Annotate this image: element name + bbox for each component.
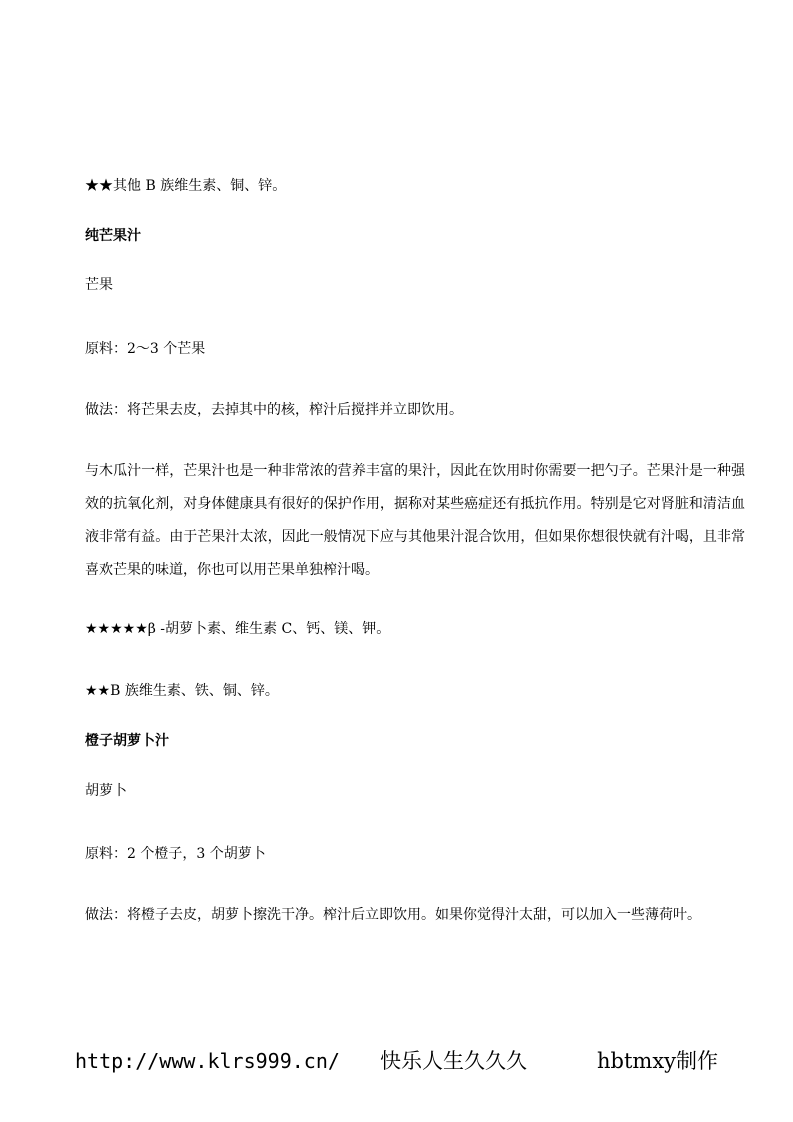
footer-credit: hbtmxy制作 [597, 1049, 719, 1073]
method-mango: 做法：将芒果去皮，去掉其中的核，榨汁后搅拌并立即饮用。 [85, 402, 463, 418]
method-orange-carrot: 做法：将橙子去皮，胡萝卜擦洗干净。榨汁后立即饮用。如果你觉得汁太甜，可以加入一些薄荷叶。 [85, 907, 701, 923]
recipe-heading-mango: 纯芒果汁 [85, 228, 141, 244]
nutrient-rating-line: ★★★★★β -胡萝卜素、维生素 C、钙、镁、钾。 [85, 621, 391, 637]
fruit-name-mango: 芒果 [85, 277, 113, 293]
recipe-heading-orange-carrot: 橙子胡萝卜汁 [85, 733, 169, 749]
nutrient-rating-line: ★★B 族维生素、铁、铜、锌。 [85, 683, 279, 699]
fruit-name-carrot: 胡萝卜 [85, 783, 127, 799]
ingredients-orange-carrot: 原料：2 个橙子，3 个胡萝卜 [85, 846, 266, 862]
description-paragraph-mango: 与木瓜汁一样，芒果汁也是一种非常浓的营养丰富的果汁，因此在饮用时你需要一把勺子。芒果汁是一种强效的抗氧化剂，对身体健康具有很好的保护作用，据称对某些癌症还有抵抗作用。特别是它对肾脏和清洁血液非常有益。由于芒果汁太浓，因此一般情况下应与其他果汁混合饮用，但如果你想很快就有汁喝，且非常喜欢芒果的味道，你也可以用芒果单独榨汁喝。 [85, 463, 745, 578]
footer-url-link[interactable]: http://www.klrs999.cn/ [75, 1049, 340, 1073]
footer-site-name: 快乐人生久久久 [380, 1049, 527, 1073]
ingredients-mango: 原料：2～3 个芒果 [85, 341, 206, 357]
nutrient-rating-line: ★★其他 B 族维生素、铜、锌。 [85, 178, 287, 194]
